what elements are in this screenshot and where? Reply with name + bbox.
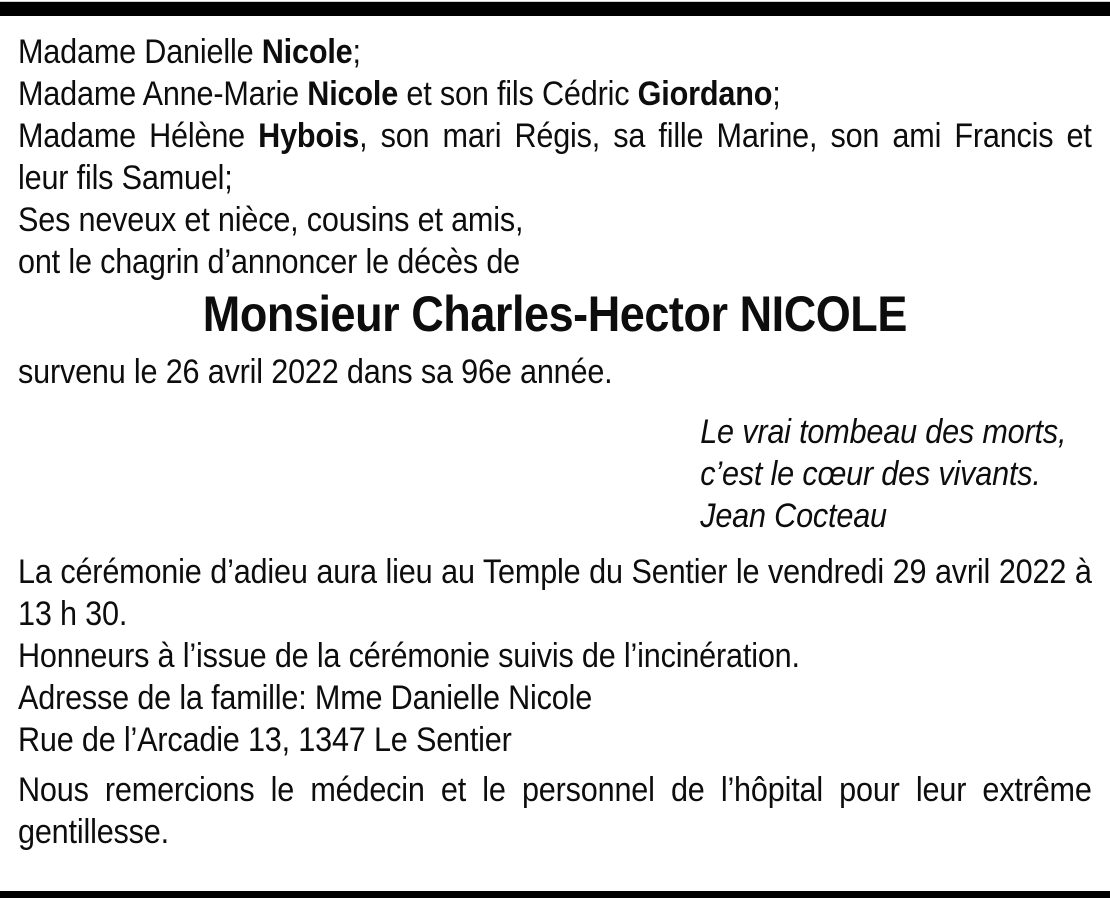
intro-text: ; xyxy=(352,33,361,71)
family-intro-line-3 xyxy=(18,115,1092,199)
quote-attribution: Jean Cocteau xyxy=(700,497,887,535)
intro-text: Madame Hélène xyxy=(18,117,259,155)
bottom-border-rule xyxy=(0,891,1110,898)
family-address-street: Rue de l’Arcadie 13, 1347 Le Sentier xyxy=(18,721,512,759)
family-address-label: Adresse de la famille: Mme Danielle Nicole xyxy=(18,679,593,717)
honors-line: Honneurs à l’issue de la cérémonie suivis de l’incinération. xyxy=(18,637,800,675)
family-surname: Hybois xyxy=(258,117,360,155)
announcement-line: ont le chagrin d’annoncer le décès de xyxy=(18,243,521,281)
quote-line-2: c’est le cœur des vivants. xyxy=(700,455,1041,493)
family-intro-line-2 xyxy=(18,73,1092,115)
memorial-quote xyxy=(700,411,1092,537)
thanks-note: Nous remercions le médecin et le personnel de l’hôpital pour leur extrême gentillesse. xyxy=(18,771,1092,851)
family-surname: Nicole xyxy=(261,33,353,71)
intro-text: , son mari Régis, sa fille Marine, son ami Francis et leur fils Samuel; xyxy=(18,117,1092,197)
intro-text: Madame Danielle xyxy=(18,33,262,71)
ceremony-details-line: La cérémonie d’adieu aura lieu au Temple du Sentier le vendredi 29 avril 2022 à 13 h 30. xyxy=(18,553,1092,633)
intro-text: ; xyxy=(772,75,781,113)
family-surname: Giordano xyxy=(637,75,773,113)
death-date-line: survenu le 26 avril 2022 dans sa 96e année. xyxy=(18,353,613,391)
family-intro-line-1 xyxy=(18,31,1092,73)
family-surname: Nicole xyxy=(307,75,399,113)
family-intro-line-4: Ses neveux et nièce, cousins et amis, xyxy=(18,201,524,239)
intro-text: Madame Anne-Marie xyxy=(18,75,308,113)
death-notice xyxy=(0,15,1110,853)
top-border-rule xyxy=(0,1,1110,16)
intro-text: et son fils Cédric xyxy=(398,75,638,113)
quote-line-1: Le vrai tombeau des morts, xyxy=(700,413,1067,451)
deceased-name-heading: Monsieur Charles-Hector NICOLE xyxy=(202,286,907,342)
